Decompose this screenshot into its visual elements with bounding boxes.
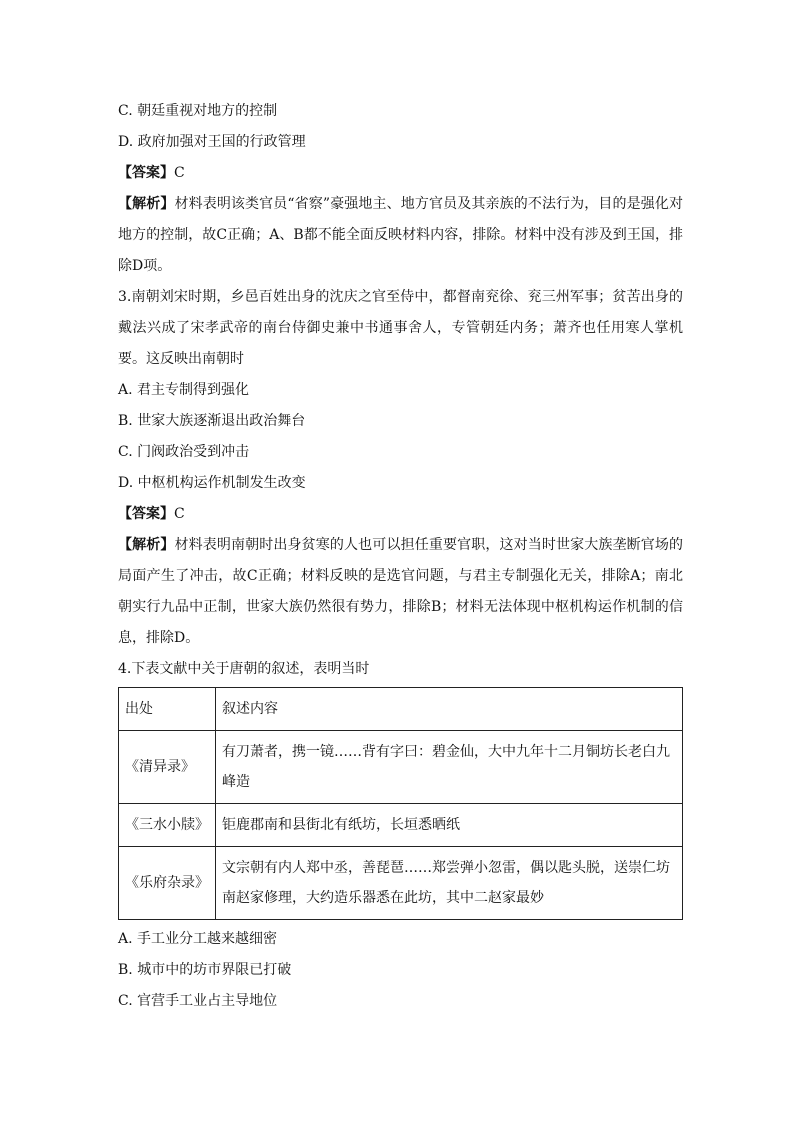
q2-answer (118, 158, 683, 189)
q4-option-c: C. 官营手工业占主导地位 (118, 993, 278, 1009)
answer-label: 【答案】 (118, 506, 174, 522)
answer-value: C (174, 165, 185, 181)
q2-option-c: C. 朝廷重视对地方的控制 (118, 103, 278, 119)
table-cell-content: 有刀萧者，携一镜……背有字曰：碧金仙，大中九年十二月铜坊长老白九峰造 (216, 731, 683, 804)
answer-label: 【答案】 (118, 165, 174, 181)
table-row (119, 847, 683, 920)
table-row (119, 731, 683, 804)
q2-analysis (118, 189, 683, 282)
source-table (118, 687, 683, 920)
q3-answer (118, 499, 683, 530)
table-header-row (119, 688, 683, 731)
q3-option-c: C. 门阀政治受到冲击 (118, 444, 250, 460)
q4-stem: 4.下表文献中关于唐朝的叙述，表明当时 (118, 661, 370, 677)
table-cell-source: 《三水小牍》 (119, 804, 216, 847)
document-page (118, 96, 683, 1017)
table-cell-source: 《乐府杂录》 (119, 847, 216, 920)
q3-option-d: D. 中枢机构运作机制发生改变 (118, 475, 306, 491)
analysis-label: 【解析】 (118, 537, 175, 553)
q3-option-b: B. 世家大族逐渐退出政治舞台 (118, 413, 306, 429)
table-row (119, 804, 683, 847)
q4-option-b: B. 城市中的坊市界限已打破 (118, 962, 292, 978)
answer-value: C (174, 506, 185, 522)
table-cell-content: 文宗朝有内人郑中丞，善琵琶……郑尝弹小忽雷，偶以匙头脱，送崇仁坊南赵家修理，大约造乐器悉在此坊，其中二赵家最妙 (216, 847, 683, 920)
table-cell-content: 钜鹿郡南和县街北有纸坊，长垣悉晒纸 (216, 804, 683, 847)
table-header-source: 出处 (119, 688, 216, 731)
table-cell-source: 《清异录》 (119, 731, 216, 804)
q2-option-d: D. 政府加强对王国的行政管理 (118, 134, 306, 150)
q3-analysis (118, 530, 683, 654)
table-header-content: 叙述内容 (216, 688, 683, 731)
q3-option-a: A. 君主专制得到强化 (118, 382, 250, 398)
analysis-text: 材料表明该类官员“省察”豪强地主、地方官员及其亲族的不法行为，目的是强化对地方的控制，故C正确；A、B都不能全面反映材料内容，排除。材料中没有涉及到王国，排除D项。 (118, 196, 683, 274)
q4-option-a: A. 手工业分工越来越细密 (118, 931, 278, 947)
analysis-text: 材料表明南朝时出身贫寒的人也可以担任重要官职，这对当时世家大族垄断官场的局面产生了冲击，故C正确；材料反映的是选官问题，与君主专制强化无关，排除A；南北朝实行九品中正制，世家大族仍然很有势力，排除B；材料无法体现中枢机构运作机制的信息，排除D。 (118, 537, 684, 646)
q3-stem: 3.南朝刘宋时期，乡邑百姓出身的沈庆之官至侍中，都督南兖徐、兖三州军事；贫苦出身的戴法兴成了宋孝武帝的南台侍御史兼中书通事舍人，专管朝廷内务；萧齐也任用寒人掌机要。这反映出南朝时 (118, 289, 683, 367)
analysis-label: 【解析】 (118, 196, 175, 212)
